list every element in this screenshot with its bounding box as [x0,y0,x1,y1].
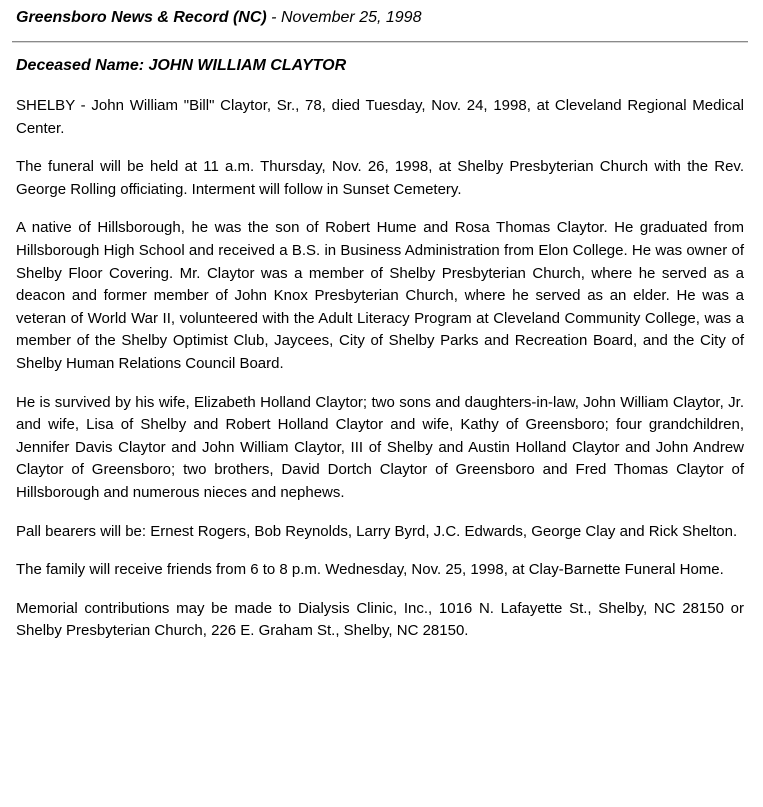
paragraph-biography: A native of Hillsborough, he was the son of Robert Hume and Rosa Thomas Claytor. He graduated from Hillsborough High School and received a B.S. in Business Administration from Elon College. He was owner of Shelby Floor Covering. Mr. Claytor was a member of Shelby Presbyterian Church, where he served as a deacon and former member of John Knox Presbyterian Church, where he served as an elder. He was a veteran of World War II, volunteered with the Adult Literacy Program at Cleveland Community College, was a member of the Shelby Optimist Club, Jaycees, City of Shelby Parks and Recreation Board, and the City of Shelby Human Relations Council Board. [16,219,744,372]
deceased-name: JOHN WILLIAM CLAYTOR [148,57,347,74]
paragraph-pall-bearers: Pall bearers will be: Ernest Rogers, Bob Reynolds, Larry Byrd, J.C. Edwards, George Clay and Rick Shelton. [16,522,738,540]
publication-name: Greensboro News & Record (NC) [16,9,267,26]
publication-date: November 25, 1998 [280,9,422,26]
header-divider [12,41,748,43]
paragraph-survivors: He is survived by his wife, Elizabeth Holland Claytor; two sons and daughters-in-law, John William Claytor, Jr. and wife, Lisa of Shelby and Robert Holland Claytor and wife, Kathy of Greensboro; four grandchildren, Jennifer Davis Claytor and John William Claytor, III of Shelby and Austin Holland Claytor and John Andrew Claytor of Greensboro; two brothers, David Dortch Claytor of Greensboro and Fred Thomas Claytor of Hillsborough and numerous nieces and nephews. [16,393,744,501]
deceased-label: Deceased Name: [16,57,149,74]
publication-header [16,8,421,28]
obituary-body [16,95,744,659]
paragraph-memorials: Memorial contributions may be made to Dialysis Clinic, Inc., 1016 N. Lafayette St., Shelby, NC 28150 or Shelby Presbyterian Church, 226 E. Graham St., Shelby, NC 28150. [16,599,744,640]
paragraph-visitation: The family will receive friends from 6 to 8 p.m. Wednesday, Nov. 25, 1998, at Clay-Barnette Funeral Home. [16,561,724,579]
deceased-heading [16,56,346,76]
paragraph-death-notice: SHELBY - John William "Bill" Claytor, Sr., 78, died Tuesday, Nov. 24, 1998, at Cleveland Regional Medical Center. [16,97,744,137]
paragraph-funeral: The funeral will be held at 11 a.m. Thursday, Nov. 26, 1998, at Shelby Presbyterian Church with the Rev. George Rolling officiating. Interment will follow in Sunset Cemetery. [16,158,744,198]
header-separator: - [266,9,281,26]
